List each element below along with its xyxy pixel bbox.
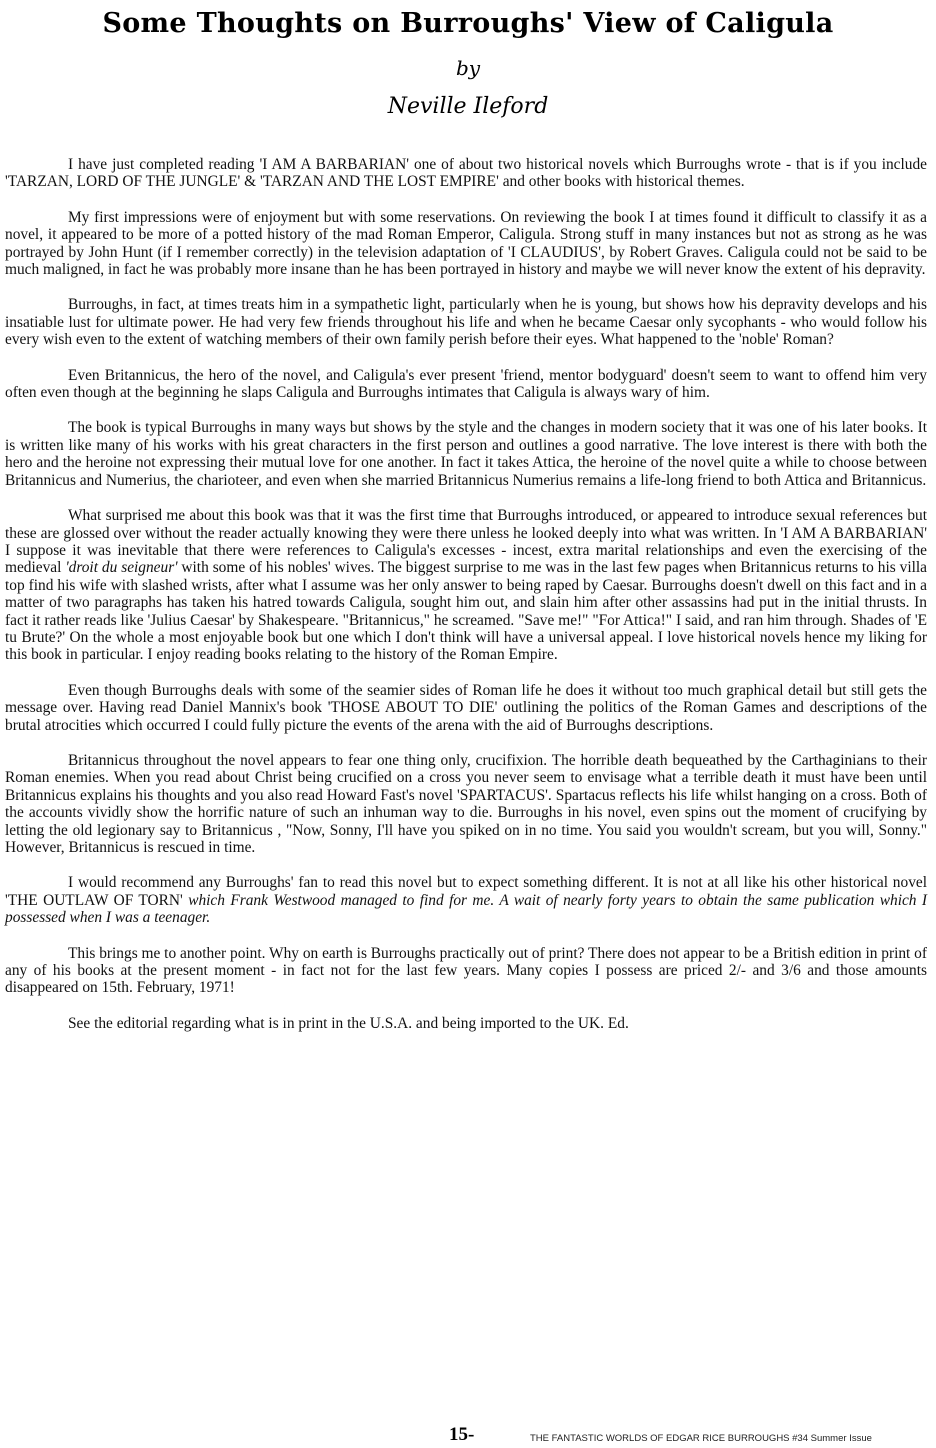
- paragraph: [5, 507, 927, 664]
- article-body: [5, 156, 927, 1050]
- publication-footer: THE FANTASTIC WORLDS OF EDGAR RICE BURROUGHS #34 Summer Issue: [530, 1433, 872, 1444]
- paragraph-text: with some of his nobles' wives. The biggest surprise to me was in the last few pages when Britannicus returns to his villa top find his wife with slashed wrists, after what I assume was her only answer to being raped by Caesar. Burroughs doesn't dwell on this fact and in a matter of two paragraphs has taken his hatred towards Caligula, sought him out, and slain him after other assassins had put in the initial thrusts. In fact it rather reads like 'Julius Caesar' by Shakespeare. "Britannicus," he screamed. "Save me!" "For Attica!" I said, and ran him through. Shades of 'E tu Brute?' On the whole a most enjoyable book but one which I don't think will have a universal appeal. I love historical novels hence my liking for this book in particular. I enjoy reading books relating to the history of the Roman Empire.: [5, 559, 927, 664]
- paragraph: I have just completed reading 'I AM A BARBARIAN' one of about two historical novels which Burroughs wrote - that is if you include 'TARZAN, LORD OF THE JUNGLE' & 'TARZAN AND THE LOST EMPIRE' and other books with historical themes.: [5, 156, 927, 191]
- paragraph: Burroughs, in fact, at times treats him in a sympathetic light, particularly when he is young, but shows how his depravity develops and his insatiable lust for ultimate power. He had very few friends throughout his life and when he became Caesar only sycophants - who would follow his every wish even to the extent of watching members of their own family perish before their eyes. What happened to the 'noble' Roman?: [5, 296, 927, 349]
- paragraph: This brings me to another point. Why on earth is Burroughs practically out of print? There does not appear to be a British edition in print of any of his books at the present moment - in fact not for the last few years. Many copies I possess are priced 2/- and 3/6 and those amounts disappeared on 15th. February, 1971!: [5, 944, 927, 997]
- page-number: 15-: [449, 1424, 475, 1445]
- byline: by: [455, 56, 481, 80]
- paragraph: Even Britannicus, the hero of the novel, and Caligula's ever present 'friend, mentor bodyguard' doesn't seem to want to offend him very often even though at the beginning he slaps Caligula and Burroughs intimates that Caligula is always wary of him.: [5, 366, 927, 402]
- paragraph: Britannicus throughout the novel appears to fear one thing only, crucifixion. The horrible death bequeathed by the Carthaginians to their Roman enemies. When you read about Christ being crucified on a cross you never seem to envisage what a terrible death it must have been until Britannicus explains his thoughts and you also read Howard Fast's novel 'SPARTACUS'. Spartacus reflects his life whilst hanging on a cross. Both of the accounts vividly show the horrific nature of such an inhuman way to die. Burroughs in his novel, even spins out the moment of crucifying by letting the old legionary say to Britannicus , "Now, Sonny, I'll have you spiked on in no time. You said you wouldn't scream, but you will, Sonny." However, Britannicus is rescued in time.: [5, 751, 927, 856]
- italic-phrase: which Frank Westwood managed to find for me. A wait of nearly forty years to obtain the same publication which I possessed when I was a teenager.: [5, 891, 928, 927]
- paragraph: [5, 874, 927, 926]
- editorial-note: See the editorial regarding what is in print in the U.S.A. and being imported to the UK. Ed.: [68, 1014, 629, 1032]
- paragraph-text: I would recommend any Burroughs' fan to read this novel but to expect something different. It is not at all like his other historical novel 'THE OUTLAW OF TORN': [5, 874, 927, 909]
- italic-phrase: 'droit du seigneur': [65, 559, 178, 577]
- author-signature: Neville Ileford: [387, 94, 549, 119]
- article-title: Some Thoughts on Burroughs' View of Caligula: [102, 8, 834, 39]
- paragraph: Even though Burroughs deals with some of the seamier sides of Roman life he does it without too much graphical detail but still gets the message over. Having read Daniel Mannix's book 'THOSE ABOUT TO DIE' outlining the politics of the Roman Games and descriptions of the brutal atrocities which occurred I could fully picture the events of the arena with the aid of Burroughs descriptions.: [5, 681, 927, 734]
- paragraph: The book is typical Burroughs in many ways but shows by the style and the changes in modern society that it was one of his later books. It is written like many of his works with his great characters in the first person and outlines a good narrative. The love interest is there with both the hero and the heroine not expressing their mutual love for one another. In fact it takes Attica, the heroine of the novel quite a while to choose between Britannicus and Numerius, the charioteer, and even when she married Britannicus Numerius remains a life-long friend to both Attica and Britannicus.: [5, 419, 927, 489]
- paragraph: My first impressions were of enjoyment but with some reservations. On reviewing the book I at times found it difficult to classify it as a novel, it appeared to be more of a potted history of the mad Roman Emperor, Caligula. Strong stuff in many instances but not as strong as he was portrayed by John Hunt (if I remember correctly) in the television adaptation of 'I CLAUDIUS', by Robert Graves. Caligula could not be said to be much maligned, in fact he was probably more insane than he has been portrayed in history and maybe we will never know the extent of his depravity.: [5, 208, 927, 279]
- paragraph-text: What surprised me about this book was that it was the first time that Burroughs introduced, or appeared to introduce sexual references but these are glossed over without the reader actually knowing they were there unless he looked deeply into what was written. In 'I AM A BARBARIAN' I suppose it was inevitable that there were references to Caligula's excesses - incest, extra marital relationships and even the exercising of the medieval: [5, 507, 927, 577]
